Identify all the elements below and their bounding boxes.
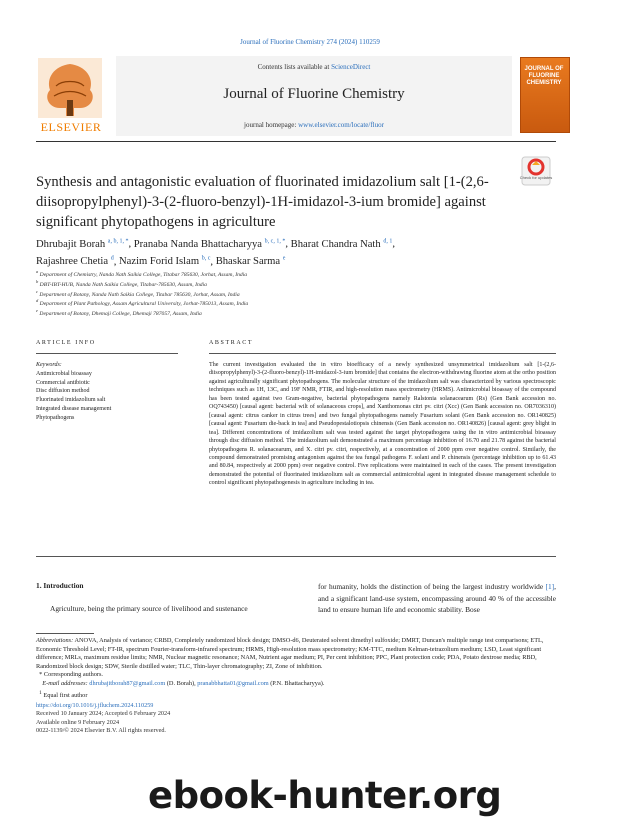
header-divider (36, 141, 556, 142)
sciencedirect-link[interactable]: ScienceDirect (331, 63, 371, 71)
email-link[interactable]: pranabbhatta01@gmail.com (197, 679, 269, 687)
article-info-rule (36, 353, 178, 354)
online-date: Available online 9 February 2024 (36, 718, 120, 726)
email-note: E-mail addresses: dhrubajitborah87@gmail.com (D. Borah), pranabbhatta01@gmail.com (P.N. Bhattacharyya). (42, 679, 325, 687)
article-dates (36, 702, 556, 736)
keywords-label: Keywords: (36, 362, 62, 368)
corresponding-note: * Corresponding authors. (36, 671, 103, 679)
footnote-rule (36, 633, 94, 634)
keywords-block (36, 361, 176, 423)
received-date: Received 10 January 2024; Accepted 6 February 2024 (36, 710, 171, 718)
keyword: Disc diffusion method (36, 388, 90, 395)
intro-paragraph-continued: for humanity, holds the distinction of being the largest industry worldwide [1], and a significant land-use system, encompassing around 40 % of the accessible land to ensure human life and economic stability. Bose (318, 582, 556, 614)
article-title: Synthesis and antagonistic evaluation of fluorinated imidazolium salt [1-(2,6-diisopropylphenyl)-3-(2-fluoro-benzyl)-1H-imidazol-3-ium bromide] against significant phytopathogens in agriculture (36, 174, 489, 230)
copyright: 0022-1139/© 2024 Elsevier B.V. All rights reserved. (36, 727, 166, 735)
article-info-heading: ARTICLE INFO (36, 340, 96, 346)
doi-link[interactable]: https://doi.org/10.1016/j.jfluchem.2024.110259 (36, 702, 154, 709)
reference-link[interactable]: [1] (545, 582, 555, 591)
check-for-updates-label[interactable]: Check for updates (519, 175, 553, 180)
keyword: Phytopathogens (36, 414, 75, 421)
affiliation: $^a$ Department of Chemistry, Nanda Nath Saikia College, Titabar 785630, Jorhat, Assam, India (36, 269, 248, 278)
equal-author-note: $^1$ Equal first author (39, 689, 88, 699)
keyword: Fluorinated imidazolium salt (36, 397, 106, 404)
author: Bhaskar Sarma $^e$ (215, 255, 286, 268)
keyword: Integrated disease management (36, 405, 112, 412)
abstract-body: The current investigation evaluated the in vitro bioefficacy of a newly synthesized unsymmetrical imidazolium salt [1-(2,6-diisopropylphenyl)-3-(2-fluoro-benzyl)-1H-imidazol-3-ium bromide] that contains the electron-withdrawing fluorine atom at the ortho position against agriculturally significant phytopathogens. The molecular structure of the imidazolium salt was characterized by various spectroscopic techniques such as 1H, 13C, and 19F NMR, FTIR, and high-resolution mass spectrometry (HRMS). Antimicrobial bioassay of the compound has been tested against two Gram-negative, bacterial phytopathogens namely Ralstonia solanacearum (Rs) (Gen Bank accession no. OQ743450) [causal agent: bacterial wilt of solanaceous crops], and Xanthomonas citri pv. citri (Xcc) (Gen Bank accession no. OR7036310) [causal agent: citrus canker in citrus trees] and two fungal phytopathogens namely Fusarium solani (Gen Bank accession no. OR140825) [causal agent: Fusarium die-back in tea] and Pseudopestalotiopsis chinensis (Gen Bank accession no. OR140826) [causal agent: grey blight in tea]. Different concentrations of imidazolium salt was tested against the target phytopathogens using the in vitro antimicrobial bioassay through disc diffusion method. The imidazolium salt demonstrated a maximum percentage inhibition of 16.70 and 21.78 against the bacterial phytopathogens R. solanacearum, and X. citri pv. citri, respectively, at a concentration of 2000 ppm over negative control. Similarly, the compound demonstrated promising antagonism against the tea fungal pathogens F. solani and P. chinensis (percentage inhibition up to 61.43 and 80.84, respectively at 2000 ppm) over negative control. Five replications were maintained in each of the cases. The present investigation demonstrated the potential of fluorinated imidazolium salt as commercial antimicrobial agent in integrated disease management schedule to control significant phytopathogenesis in agriculture including in tea. (209, 362, 556, 487)
email-link[interactable]: dhrubajitborah87@gmail.com (89, 679, 166, 687)
journal-name: Journal of Fluorine Chemistry (223, 86, 405, 102)
intro-paragraph: Agriculture, being the primary source of livelihood and sustenance (50, 604, 248, 613)
intro-heading: 1. Introduction (36, 581, 84, 590)
watermark: ebook-hunter.org (148, 774, 502, 817)
author: Bharat Chandra Nath $^{d, 1}$ (290, 238, 393, 250)
publisher-name: ELSEVIER (40, 120, 102, 134)
author: Nazim Forid Islam $^{b, c}$ (119, 255, 211, 268)
author: Dhrubajit Borah $^{a, b, 1, *}$ (36, 238, 129, 250)
author-list: Dhrubajit Borah $^{a, b, 1, *}$, Pranaba Nanda Bhattacharyya $^{b, c, 1, *}$, Bharat Chandra Nath $^{d, 1}$, Rajashree Chetia $^d$, Nazim Forid Islam $^{b, c}$, Bhaskar Sarma $^e$ (36, 238, 395, 268)
cover-title: JOURNAL OF FLUORINE CHEMISTRY (524, 66, 564, 86)
check-for-updates-icon[interactable] (521, 156, 551, 186)
footnotes (36, 637, 556, 700)
author: Rajashree Chetia $^d$ (36, 255, 114, 268)
abbreviations: Abbreviations: ANOVA, Analysis of variance; CRBD, Completely randomized block design; DMSO-d6, Deuterated solvent dimethyl sulfoxide; DMRT, Duncan's multiple range test comparisons; ETL, Economic Threshold Level; FT-IR, spectrum Fourier-transform-infrared spectrum; HRMS, High-resolution mass spectrometry; KM-TTC, medium Kelman-tetrazolium medium; LSD, Least significant difference; MRLs, maximum residue limits; NMR, Nuclear magnetic resonance; NAM, Nutrient agar medium; PI, Per cent inhibition; PPC, Plant protection code; PDA, Potato dextrose media; RBD, Randomized block design; SDW, Sterile distilled water; TLC, Thin-layer chromatography; ZI, Zone of inhibition. (36, 637, 544, 670)
abstract-rule (209, 353, 556, 354)
abstract-heading: ABSTRACT (209, 340, 254, 346)
affiliation: $^b$ DBT-IBT-HUB, Nanda Nath Saikia College, Titabar-785630, Assam, India (36, 279, 207, 288)
affiliation: $^c$ Department of Botany, Nanda Nath Saikia College, Titabar 785630, Jorhat, Assam, India (36, 289, 240, 298)
keyword: Antimicrobial bioassay (36, 370, 92, 377)
journal-citation[interactable]: Journal of Fluorine Chemistry 274 (2024) 110259 (240, 38, 380, 46)
abstract-bottom-rule (36, 556, 556, 557)
author: Pranaba Nanda Bhattacharyya $^{b, c, 1, *}$ (133, 238, 286, 250)
keyword: Commercial antibiotic (36, 379, 90, 386)
affiliation: $^e$ Department of Botany, Dhemaji College, Dhemaji 787057, Assam, India (36, 308, 202, 317)
affiliation: $^d$ Department of Plant Pathology, Assam Agricultural University, Jorhat-785013, Assam, India (36, 298, 249, 307)
homepage-link[interactable]: www.elsevier.com/locate/fluor (298, 121, 384, 129)
contents-line: Contents lists available at ScienceDirect (257, 63, 371, 71)
homepage-line: journal homepage: www.elsevier.com/locate/fluor (244, 121, 384, 129)
